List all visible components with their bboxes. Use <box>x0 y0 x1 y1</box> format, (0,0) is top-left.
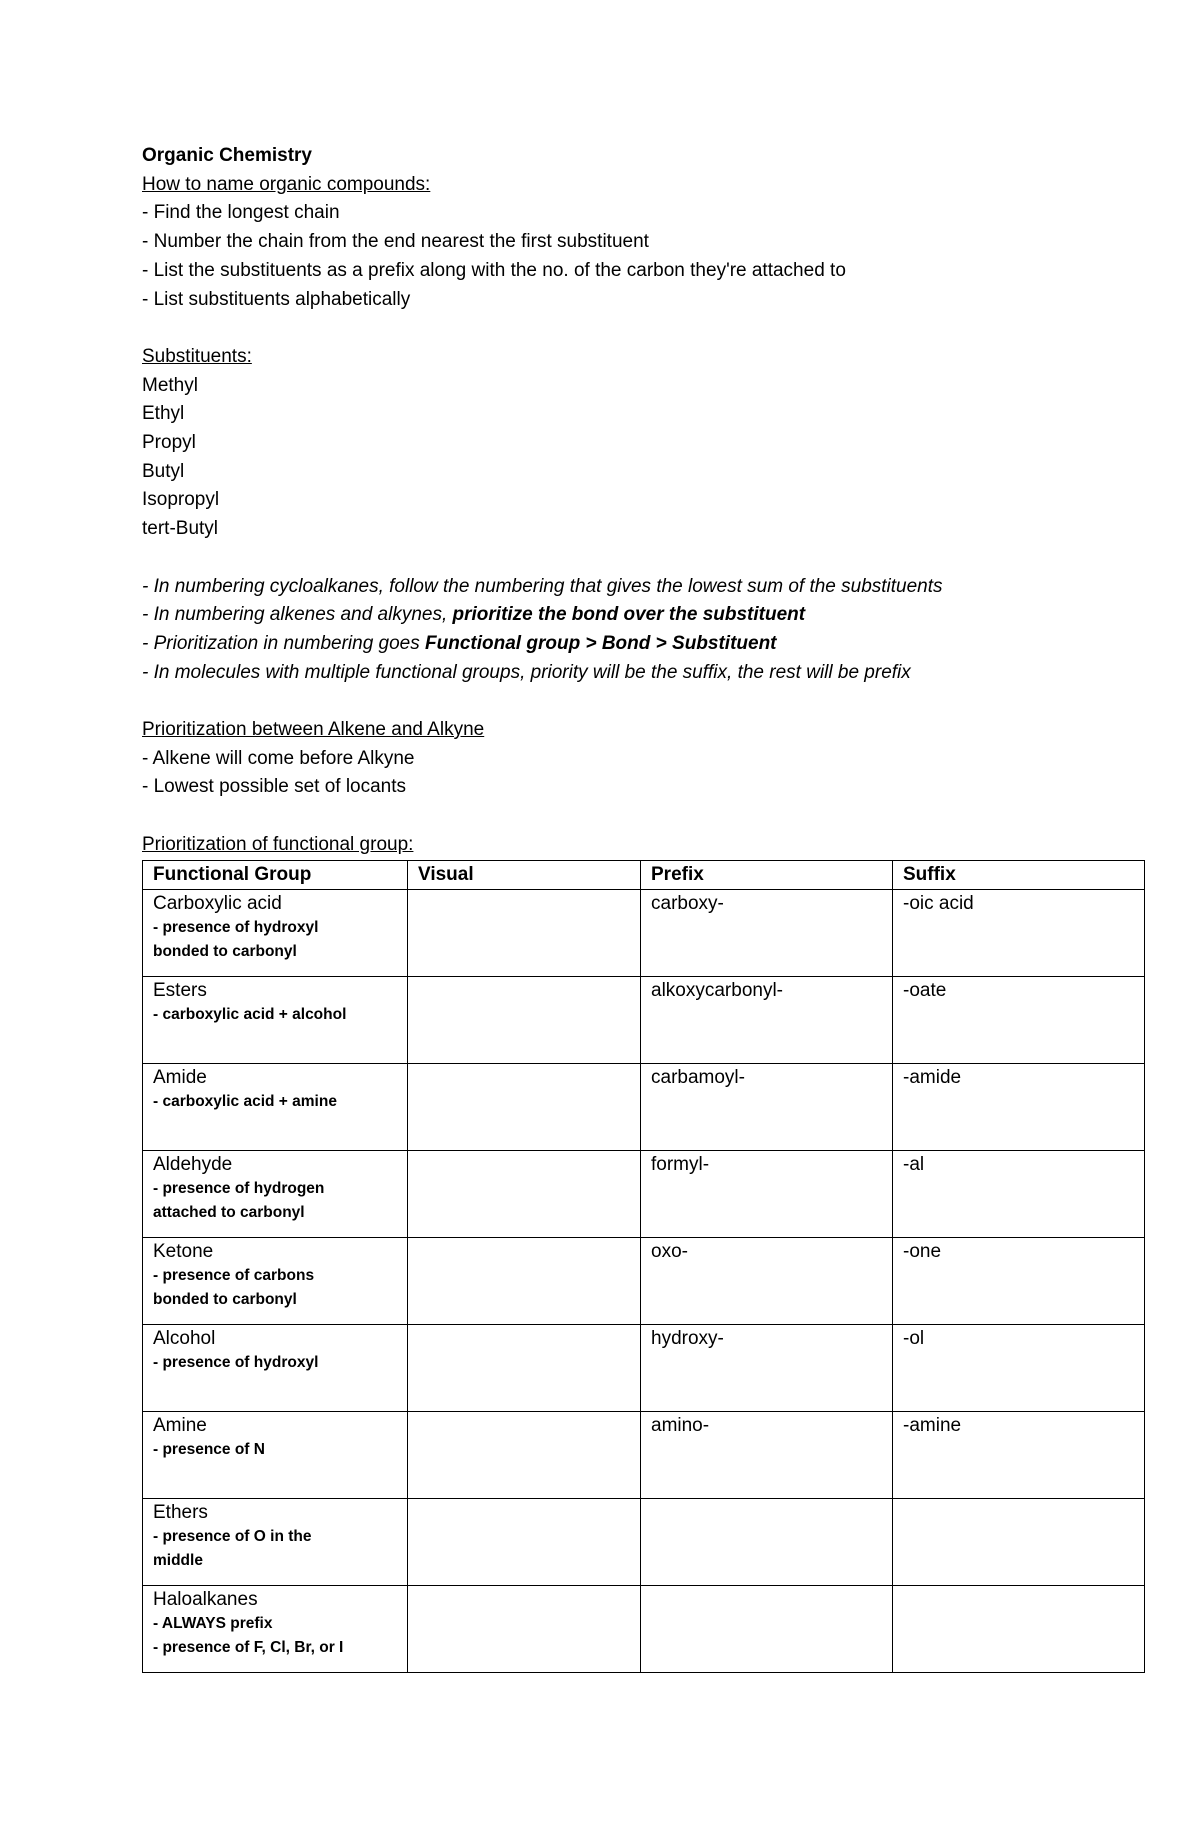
visual-cell <box>408 1411 641 1498</box>
table-row <box>143 1150 1145 1237</box>
column-header: Visual <box>408 860 641 889</box>
functional-group-table <box>142 860 1145 1673</box>
visual-cell <box>408 1585 641 1672</box>
list-item: - Alkene will come before Alkyne <box>142 747 415 769</box>
prefix-cell <box>641 1585 893 1672</box>
prefix-cell: hydroxy- <box>641 1324 893 1411</box>
table-row <box>143 976 1145 1063</box>
functional-group-description: - presence of N <box>153 1440 265 1458</box>
functional-group-cell <box>143 1324 408 1411</box>
list-item: - Lowest possible set of locants <box>142 776 407 798</box>
suffix-cell: -ol <box>893 1324 1145 1411</box>
functional-group-description: - presence of hydrogen <box>153 1179 325 1197</box>
visual-cell <box>408 976 641 1063</box>
list-item: Ethyl <box>142 403 185 425</box>
functional-group-name: Ketone <box>153 1240 214 1262</box>
functional-group-cell <box>143 1498 408 1585</box>
suffix-cell: -oic acid <box>893 889 1145 976</box>
document-content <box>142 142 1062 1673</box>
rule-emphasis: Functional group > Bond > Substituent <box>425 632 777 654</box>
functional-group-name: Haloalkanes <box>153 1588 258 1610</box>
visual-cell <box>408 1063 641 1150</box>
visual-cell <box>408 1498 641 1585</box>
prefix-cell <box>641 1498 893 1585</box>
functional-group-name: Aldehyde <box>153 1153 233 1175</box>
functional-group-description: - presence of O in the <box>153 1527 312 1545</box>
functional-group-description: - presence of hydroxyl <box>153 1353 319 1371</box>
visual-cell <box>408 1324 641 1411</box>
functional-group-description: attached to carbonyl <box>153 1203 305 1221</box>
visual-cell <box>408 889 641 976</box>
functional-group-description: middle <box>153 1551 203 1569</box>
list-item: Methyl <box>142 374 198 396</box>
page-title: Organic Chemistry <box>142 145 312 166</box>
table-header-row <box>143 860 1145 889</box>
rule-text: - Prioritization in numbering goes <box>142 632 426 654</box>
suffix-cell: -one <box>893 1237 1145 1324</box>
rule-item <box>142 659 1062 688</box>
functional-group-cell <box>143 1150 408 1237</box>
column-header: Functional Group <box>143 860 408 889</box>
functional-group-name: Carboxylic acid <box>153 892 282 914</box>
functional-group-description: - presence of F, Cl, Br, or I <box>153 1638 344 1656</box>
rule-emphasis: prioritize the bond over the substituent <box>452 604 806 626</box>
functional-group-description: - carboxylic acid + alcohol <box>153 1005 347 1023</box>
rule-text: - In molecules with multiple functional groups, priority will be the suffix, the rest will be prefix <box>142 661 911 683</box>
list-item: Isopropyl <box>142 489 220 511</box>
substituents-heading: Substituents: <box>142 345 252 367</box>
rule-text: - In numbering cycloalkanes, follow the numbering that gives the lowest sum of the substituents <box>142 575 943 597</box>
prefix-cell: amino- <box>641 1411 893 1498</box>
functional-group-cell <box>143 1237 408 1324</box>
list-item: - List the substituents as a prefix along with the no. of the carbon they're attached to <box>142 259 846 281</box>
functional-group-cell <box>143 1063 408 1150</box>
column-header: Prefix <box>641 860 893 889</box>
prefix-cell: carboxy- <box>641 889 893 976</box>
functional-group-name: Amine <box>153 1414 207 1436</box>
prefix-cell: alkoxycarbonyl- <box>641 976 893 1063</box>
rule-item <box>142 601 1062 630</box>
prefix-cell: oxo- <box>641 1237 893 1324</box>
list-item: - List substituents alphabetically <box>142 288 411 310</box>
functional-group-cell <box>143 1411 408 1498</box>
suffix-cell <box>893 1498 1145 1585</box>
suffix-cell: -oate <box>893 976 1145 1063</box>
functional-group-description: - presence of hydroxyl <box>153 918 319 936</box>
list-item: Butyl <box>142 460 185 482</box>
rule-item <box>142 573 1062 602</box>
functional-group-name: Esters <box>153 979 207 1001</box>
table-row <box>143 1411 1145 1498</box>
functional-group-name: Amide <box>153 1066 207 1088</box>
visual-cell <box>408 1150 641 1237</box>
functional-group-description: - carboxylic acid + amine <box>153 1092 337 1110</box>
rule-text: - In numbering alkenes and alkynes, <box>142 604 453 626</box>
functional-group-name: Alcohol <box>153 1327 216 1349</box>
suffix-cell <box>893 1585 1145 1672</box>
naming-steps <box>142 199 1062 314</box>
prefix-cell: formyl- <box>641 1150 893 1237</box>
column-header: Suffix <box>893 860 1145 889</box>
functional-group-description: - ALWAYS prefix <box>153 1614 273 1632</box>
prefix-cell: carbamoyl- <box>641 1063 893 1150</box>
table-row <box>143 1498 1145 1585</box>
suffix-cell: -amine <box>893 1411 1145 1498</box>
table-body <box>143 889 1145 1672</box>
functional-group-cell <box>143 976 408 1063</box>
functional-group-cell <box>143 889 408 976</box>
substituents-list <box>142 372 1062 544</box>
alkene-alkyne-list <box>142 745 1062 802</box>
functional-group-name: Ethers <box>153 1501 208 1523</box>
suffix-cell: -amide <box>893 1063 1145 1150</box>
suffix-cell: -al <box>893 1150 1145 1237</box>
list-item: - Find the longest chain <box>142 202 340 224</box>
table-row <box>143 1585 1145 1672</box>
list-item: - Number the chain from the end nearest the first substituent <box>142 231 649 253</box>
naming-heading: How to name organic compounds: <box>142 173 431 195</box>
table-row <box>143 889 1145 976</box>
table-row <box>143 1063 1145 1150</box>
functional-group-description: bonded to carbonyl <box>153 1290 297 1308</box>
table-row <box>143 1324 1145 1411</box>
visual-cell <box>408 1237 641 1324</box>
numbering-rules <box>142 573 1062 688</box>
functional-group-description: - presence of carbons <box>153 1266 315 1284</box>
list-item: tert-Butyl <box>142 518 219 540</box>
functional-group-heading: Prioritization of functional group: <box>142 833 414 855</box>
list-item: Propyl <box>142 432 196 454</box>
functional-group-description: bonded to carbonyl <box>153 942 297 960</box>
table-row <box>143 1237 1145 1324</box>
functional-group-cell <box>143 1585 408 1672</box>
rule-item <box>142 630 1062 659</box>
alkene-alkyne-heading: Prioritization between Alkene and Alkyne <box>142 719 485 741</box>
